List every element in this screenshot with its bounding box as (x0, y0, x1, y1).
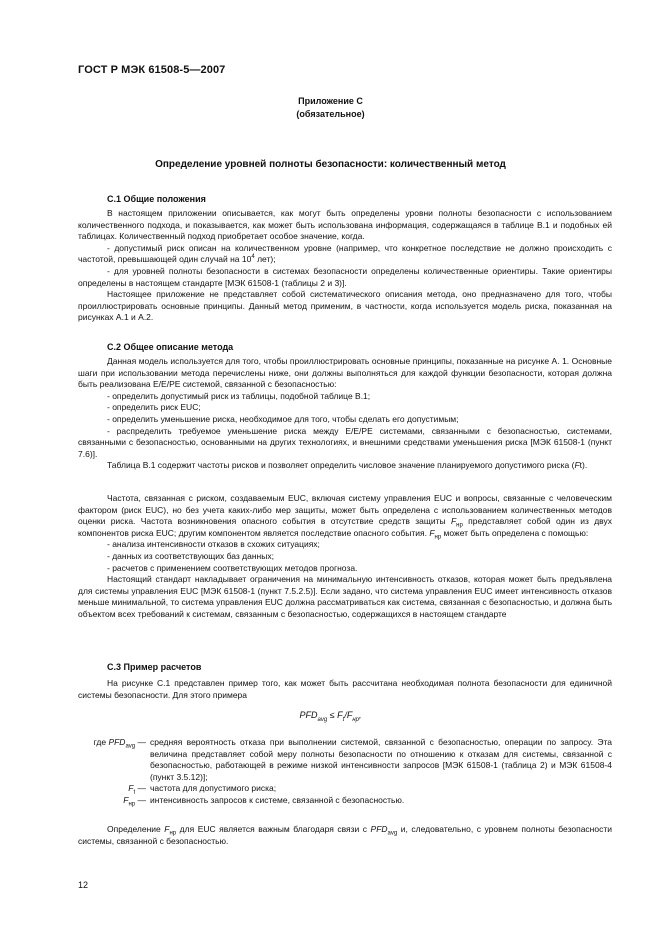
list-item: - определить допустимый риск из таблицы, подобной таблице В.1; (107, 390, 371, 401)
annex-status: (обязательное) (296, 109, 365, 119)
definition-term: $F_t$ — (128, 783, 146, 797)
paragraph: Данная модель используется для того, чтобы проиллюстрировать основные принципы, показанные на рисунке А. 1. Основные шаги при использовании метода перечислены ниже, они должны выполняться для каждой функции безопасности, которая должна быть реализована Е/Е/РЕ системой, связанной с безопасностью: (78, 356, 612, 390)
closing-paragraph (78, 824, 612, 847)
paragraph: Настоящее приложение не представляет собой систематического описания метода, оно предназначено для того, чтобы проиллюстрировать основные принципы. Данный метод применим, в частности, когда используется модель риска, показанная на рисунках А.1 и А.2. (78, 289, 612, 323)
document-header: ГОСТ Р МЭК 61508-5—2007 (78, 64, 226, 76)
section-heading-c2: С.2 Общее описание метода (107, 342, 234, 352)
section-heading-c1: С.1 Общие положения (107, 194, 206, 204)
section-heading-c3: С.3 Пример расчетов (107, 662, 202, 672)
list-item: - распределить требуемое уменьшение риска между Е/Е/РЕ системами, связанными с безопасностью, системами, связанными с безопасностью, основанными на других технологиях, и внешними средствами уменьшения риска [МЭК 61508-1 (пункт 7.6)]. (78, 425, 612, 459)
paragraph: - для уровней полноты безопасности в системах безопасности определены количественные ориентиры. Такие ориентиры определены в настоящем стандарте [МЭК 61508-1 (таблицы 2 и 3)]. (78, 265, 612, 288)
formula: $PFD_{avg} \le F_t/F_{нр}$, (299, 710, 362, 723)
section-c3-body (78, 678, 612, 701)
list-item: - определить риск EUC; (107, 402, 201, 413)
definition-fnp (78, 795, 612, 807)
list-item: - расчетов с применением соответствующих методов прогноза. (107, 562, 358, 573)
paragraph: В настоящем приложении описывается, как могут быть определены уровни полноты безопасности с использованием количественного подхода, и показывается, как может быть использована информация, содержащаяся в таблице В.1 и подобных ей таблицах. Количественный подход приобретает особое значение, когда. (78, 208, 612, 242)
page-number: 12 (78, 880, 89, 890)
section-c2-body-b (78, 493, 612, 621)
annex-title: Определение уровней полноты безопасности: количественный метод (155, 159, 506, 170)
definition-pfdavg (78, 737, 612, 783)
definition-term: $F_{нр}$ — (123, 794, 146, 808)
definition-desc: интенсивность запросов к системе, связанной с безопасностью. (150, 794, 405, 805)
list-item: - данных из соответствующих баз данных; (107, 550, 274, 561)
definition-term: где $PFD_{avg}$ — (93, 737, 146, 750)
section-c2-body-a (78, 356, 612, 472)
annex-label: Приложение С (298, 96, 363, 106)
paragraph: Определение $F_{нр}$ для EUC является важным благодаря связи с $PFD_{avg}$ и, следовательно, с уровнем полноты безопасности системы, связанной с безопасностью. (78, 824, 612, 846)
paragraph: - допустимый риск описан на количественном уровне (например, что конкретное последствие не должно происходить с частотой, превышающей один случай на $10^4$ лет); (78, 242, 612, 265)
paragraph: На рисунке С.1 представлен пример того, как может быть рассчитана необходимая полнота безопасности для единичной системы безопасности. Для этого примера (78, 678, 612, 700)
paragraph: Таблица В.1 содержит частоты рисков и позволяет определить числовое значение планируемого допустимого риска (Ft). (107, 460, 588, 471)
paragraph: Настоящий стандарт накладывает ограничения на минимальную интенсивность отказов, которая может быть предъявлена для системы управления EUC [МЭК 61508-1 (пункт 7.5.2.5)]. Если задано, что система управления EUC имеет интенсивность отказов меньше минимальной, то система управления EUC должна рассматриваться как система, связанная с безопасностью, и должна быть объектом всех требований к системам, связанным с безопасностью, содержащихся в настоящем стандарте (78, 574, 612, 619)
definition-ft (78, 783, 612, 795)
definitions-list (78, 737, 612, 807)
list-item: - определить уменьшение риска, необходимое для того, чтобы сделать его допустимым; (107, 413, 459, 424)
definition-desc: средняя вероятность отказа при выполнении системой, связанной с безопасностью, операции по запросу. Эта величина представляет собой меру полноты безопасности по отношению к отказам для системы, связанной с безопасностью, работающей в режиме низкой интенсивности запросов [МЭК 61508-1 (таблица 2) и МЭК 61508-4 (пункт 3.5.12)]; (150, 737, 612, 782)
definition-desc: частота для допустимого риска; (150, 783, 277, 794)
list-item: - анализа интенсивности отказов в схожих ситуациях; (107, 539, 320, 550)
paragraph: Частота, связанная с риском, создаваемым EUC, включая систему управления EUC и вопросы, связанные с человеческим фактором (риск EUC), но без учета каких-либо мер защиты, может быть определена с использованием количественных методов оценки риска. Частота возникновения опасного события в отсутствие средств защиты $F_{нр}$ представляет собой один из двух компонентов риска EUC; другим компонентом является последствие опасного события. $F_{нр}$ может быть определена с помощью: (78, 493, 612, 541)
section-c1-body (78, 208, 612, 324)
